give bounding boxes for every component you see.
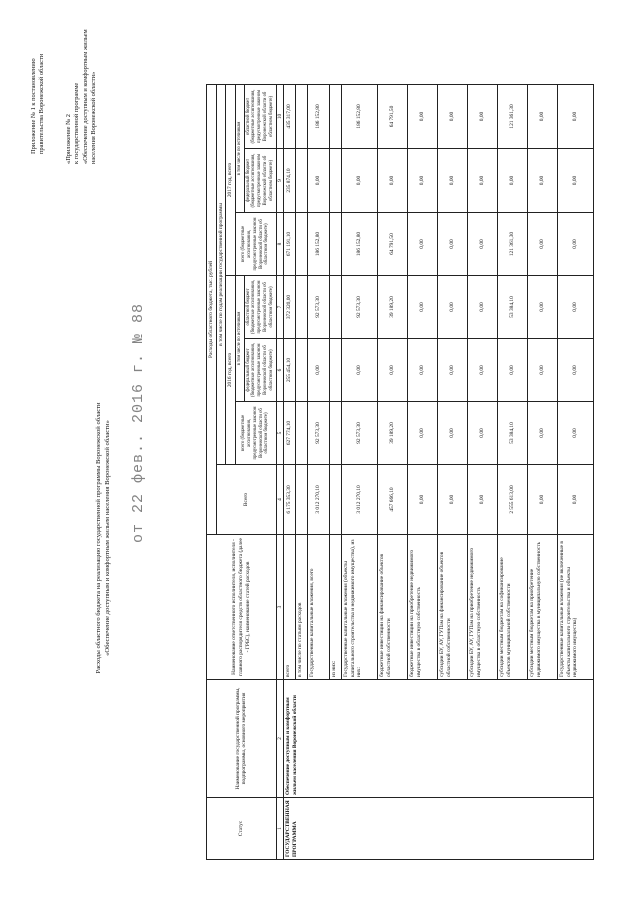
header-regional-2017: областной бюджет (бюджетные ассигнования, предусмотренные законом Воронежской области об областном бюджете)	[244, 84, 276, 148]
amount-cell: 0,00	[308, 339, 330, 402]
amount-cell: 0,00	[408, 339, 438, 402]
table-body	[284, 84, 594, 859]
amount-cell: 121 361,30	[498, 84, 528, 148]
column-number: 9	[276, 149, 284, 213]
amount-cell	[330, 149, 342, 213]
header-federal-2017: федеральный бюджет (бюджетные ассигнования, предусмотренные законом Воронежской области об областном бюджете)	[244, 149, 276, 213]
amount-cell: 92 573,30	[342, 276, 378, 339]
amount-cell: 0,00	[468, 213, 498, 276]
header-expenses: Расходы областного бюджета, тыс. рублей	[207, 84, 217, 534]
amount-cell: 0,00	[408, 276, 438, 339]
amount-cell: 0,00	[528, 84, 558, 148]
document-page	[10, 18, 610, 888]
annex-1-line: Приложение № 1 к постановлению	[30, 58, 37, 154]
amount-cell: 0,00	[438, 339, 468, 402]
title-line: «Обеспечение доступным и комфортным жильем населения Воронежской области»	[103, 420, 111, 656]
amount-cell: 0,00	[468, 149, 498, 213]
date-stamp: от 22 фев.. 2016 г. № 88	[130, 302, 147, 543]
amount-cell: 457 666,10	[378, 465, 408, 535]
column-number: 6	[276, 339, 284, 402]
header-own-2016: всего (бюджетные ассигнования, предусмотренные законом Воронежской области об областном бюджете)	[235, 402, 276, 465]
amount-cell: 0,00	[528, 402, 558, 465]
amount-cell: 0,00	[558, 276, 594, 339]
amount-cell: 0,00	[498, 149, 528, 213]
amount-cell	[296, 339, 308, 402]
column-number-row	[276, 84, 284, 859]
amount-cell: 0,00	[438, 149, 468, 213]
expense-item-label: бюджетные инвестиции на финансирование объектов областной собственности	[378, 535, 408, 680]
header-program-name: Наименование государственной программы, подпрограммы, основного мероприятия	[207, 680, 277, 798]
expense-item-label: из них:	[330, 535, 342, 680]
amount-cell: 0,00	[408, 84, 438, 148]
amount-cell: 3 012 270,10	[308, 465, 330, 535]
expense-item-label: в том числе по статьям расходов	[296, 535, 308, 680]
amount-cell: 0,00	[468, 402, 498, 465]
header-total: Всего	[216, 465, 276, 535]
amount-cell: 0,00	[558, 149, 594, 213]
annex-2-line: «Приложение № 2	[65, 114, 72, 164]
header-including-2017: в том числе по источникам	[235, 84, 244, 212]
amount-cell: 627 774,10	[284, 402, 296, 465]
expense-item-label: бюджетные инвестиции на приобретение недвижимого имущества в областную собственность	[408, 535, 438, 680]
amount-cell: 6 175 353,30	[284, 465, 296, 535]
expense-item-label: субсидии местным бюджетам на софинансирование объектов муниципальной собственности	[498, 535, 528, 680]
column-number: 3	[276, 535, 284, 680]
amount-cell: 186 152,80	[342, 213, 378, 276]
amount-cell: 0,00	[528, 276, 558, 339]
amount-cell: 0,00	[408, 465, 438, 535]
amount-cell	[330, 465, 342, 535]
amount-cell: 0,00	[438, 213, 468, 276]
amount-cell: 0,00	[558, 402, 594, 465]
header-executor: Наименование ответственного исполнителя, исполнителя - главного распорядителя средств областного бюджета (далее - ГРБС), наименование статей расходов	[207, 535, 277, 680]
amount-cell: 435 317,00	[284, 84, 296, 148]
amount-cell: 92 573,30	[308, 276, 330, 339]
amount-cell: 0,00	[498, 339, 528, 402]
amount-cell: 0,00	[528, 339, 558, 402]
expense-item-label: субсидии БУ, АУ, ГУПам на финансирование объектов областной собственности	[438, 535, 468, 680]
amount-cell: 0,00	[558, 339, 594, 402]
column-number: 1	[276, 798, 284, 860]
program-name-cell: Обеспечение доступным и комфортным жильем населения Воронежской области	[284, 680, 594, 798]
amount-cell: 39 189,20	[378, 276, 408, 339]
header-including-2016: в том числе по источникам	[235, 276, 244, 402]
amount-cell: 53 384,10	[498, 276, 528, 339]
amount-cell	[330, 213, 342, 276]
amount-cell: 0,00	[342, 339, 378, 402]
amount-cell: 121 361,30	[498, 213, 528, 276]
annex-1-note	[30, 54, 47, 154]
column-number: 5	[276, 402, 284, 465]
amount-cell	[330, 402, 342, 465]
amount-cell	[296, 149, 308, 213]
column-number: 8	[276, 213, 284, 276]
header-by-years: в том числе по годам реализации государственной программы	[216, 84, 226, 464]
amount-cell	[296, 465, 308, 535]
amount-cell: 92 573,30	[308, 402, 330, 465]
header-year-2016: 2016 год, всего	[226, 276, 236, 465]
amount-cell: 186 152,80	[308, 213, 330, 276]
amount-cell: 0,00	[468, 465, 498, 535]
amount-cell: 0,00	[558, 84, 594, 148]
amount-cell: 53 384,10	[498, 402, 528, 465]
column-number: 4	[276, 465, 284, 535]
amount-cell	[296, 84, 308, 148]
header-federal-2016: федеральный бюджет (бюджетные ассигнования, предусмотренные законом Воронежской области об областном бюджете)	[244, 339, 276, 402]
amount-cell: 64 791,50	[378, 213, 408, 276]
header-own-2017: всего (бюджетные ассигнования, предусмотренные законом Воронежской области об областном бюджете)	[235, 213, 276, 276]
expense-item-label: субсидии БУ, АУ, ГУПам на приобретение недвижимого имущества в областную собственность	[468, 535, 498, 680]
expense-item-label: Государственные капитальные вложения, всего	[308, 535, 330, 680]
amount-cell	[296, 402, 308, 465]
table-row	[284, 84, 296, 859]
annex-2-line: к государственной программе	[73, 82, 81, 164]
annex-1-line: правительства Воронежской области	[38, 53, 46, 154]
expense-item-label: Государственные капитальные вложения (объекты капитального строительства и недвижимого имущества), из них:	[342, 535, 378, 680]
amount-cell: 186 152,80	[308, 84, 330, 148]
amount-cell	[330, 339, 342, 402]
budget-table	[206, 84, 594, 860]
amount-cell: 0,00	[438, 402, 468, 465]
amount-cell: 372 320,00	[284, 276, 296, 339]
amount-cell: 0,00	[378, 339, 408, 402]
amount-cell: 64 791,50	[378, 84, 408, 148]
amount-cell: 92 573,30	[342, 402, 378, 465]
annex-2-line: населения Воронежской области»	[89, 71, 97, 164]
amount-cell: 0,00	[378, 149, 408, 213]
amount-cell: 0,00	[408, 149, 438, 213]
expense-item-label: всего	[284, 535, 296, 680]
amount-cell: 671 191,10	[284, 213, 296, 276]
amount-cell: 0,00	[528, 149, 558, 213]
amount-cell: 39 189,20	[378, 402, 408, 465]
amount-cell: 0,00	[468, 84, 498, 148]
amount-cell: 3 012 270,10	[342, 465, 378, 535]
amount-cell: 0,00	[558, 465, 594, 535]
amount-cell: 186 152,80	[342, 84, 378, 148]
amount-cell: 0,00	[438, 465, 468, 535]
amount-cell: 0,00	[528, 213, 558, 276]
amount-cell: 0,00	[468, 276, 498, 339]
amount-cell: 0,00	[408, 402, 438, 465]
amount-cell: 0,00	[468, 339, 498, 402]
amount-cell: 2 555 613,00	[498, 465, 528, 535]
amount-cell: 0,00	[308, 149, 330, 213]
header-regional-2016: областной бюджет (бюджетные ассигнования, предусмотренные законом Воронежской области об областном бюджете)	[244, 276, 276, 339]
annex-2-line: «Обеспечение доступным и комфортным жильем	[81, 29, 89, 164]
status-cell: ГОСУДАРСТВЕННАЯ ПРОГРАММА	[284, 798, 594, 860]
expense-item-label: субсидии местным бюджетам на приобретение недвижимого имущества в муниципальную собственность	[528, 535, 558, 680]
amount-cell: 0,00	[528, 465, 558, 535]
amount-cell	[330, 276, 342, 339]
header-year-2017: 2017 год, всего	[226, 84, 236, 275]
document-title	[95, 298, 112, 778]
amount-cell: 0,00	[438, 84, 468, 148]
title-line: Расходы областного бюджета на реализацию государственной программы Воронежской области	[95, 402, 102, 674]
amount-cell: 0,00	[408, 213, 438, 276]
annex-2-note	[65, 29, 98, 164]
column-number: 2	[276, 680, 284, 798]
amount-cell: 0,00	[438, 276, 468, 339]
column-number: 7	[276, 276, 284, 339]
amount-cell: 0,00	[342, 149, 378, 213]
amount-cell: 255 454,10	[284, 339, 296, 402]
header-status: Статус	[207, 798, 277, 860]
amount-cell	[296, 213, 308, 276]
expense-item-label: Государственные капитальные вложения (не включенные в объекты капитального строительства и объекты недвижимого имущества)	[558, 535, 594, 680]
amount-cell	[330, 84, 342, 148]
column-number: 10	[276, 84, 284, 148]
amount-cell	[296, 276, 308, 339]
amount-cell: 0,00	[558, 213, 594, 276]
amount-cell: 235 874,10	[284, 149, 296, 213]
